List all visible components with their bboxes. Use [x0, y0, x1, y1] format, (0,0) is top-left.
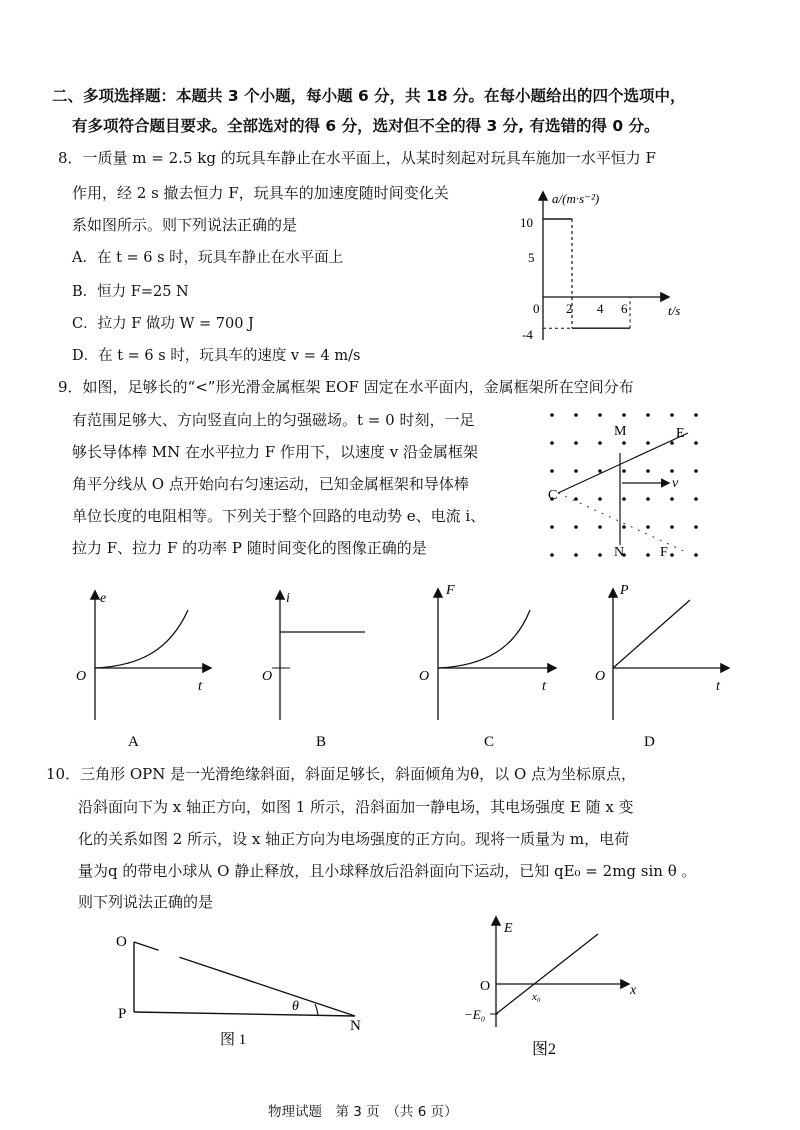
field-dot: [574, 469, 578, 473]
field-dot: [598, 469, 602, 473]
q8-option-b: B．恒力 F=25 N: [72, 284, 189, 300]
field-dot: [574, 497, 578, 501]
fig2-label-x0: x₀: [532, 991, 541, 1003]
field-dot: [694, 413, 698, 417]
y-tick-10: 10: [520, 215, 533, 230]
graph-c-origin: O: [419, 669, 430, 684]
fig1-label-o: O: [116, 934, 127, 950]
field-dot: [694, 497, 698, 501]
label-m: M: [614, 424, 627, 439]
field-dot: [670, 497, 674, 501]
label-e: E: [676, 426, 685, 441]
label-f: F: [660, 545, 668, 560]
y-tick-neg4: -4: [522, 327, 533, 342]
graph-c-option: C: [484, 734, 495, 750]
field-dot: [598, 525, 602, 529]
q8-stem-line2: 作用，经 2 s 撤去恒力 F，玩具车的加速度随时间变化关: [72, 184, 449, 202]
q9-option-graphs: [60, 580, 760, 760]
field-dot: [622, 497, 626, 501]
field-dot: [646, 525, 650, 529]
field-dot: [670, 441, 674, 445]
fig2-label-o: O: [480, 979, 491, 994]
graph-a-ylabel: e: [100, 591, 107, 606]
field-dot: [550, 553, 554, 557]
field-dot: [670, 553, 674, 557]
q8-option-c: C．拉力 F 做功 W = 700 J: [72, 316, 254, 332]
field-dot: [598, 497, 602, 501]
q10-stem-line5: 则下列说法正确的是: [78, 893, 214, 911]
label-c: C: [548, 488, 558, 503]
side-on: [134, 942, 355, 1016]
curve-c: [438, 610, 530, 668]
angle-arc: [315, 1004, 318, 1016]
q10-stem-line2: 沿斜面向下为 x 轴正方向，如图 1 所示，沿斜面加一静电场，其电场强度 E 随 x 变: [78, 798, 634, 816]
field-dot: [622, 413, 626, 417]
label-n: N: [614, 545, 625, 560]
field-dot: [574, 413, 578, 417]
q10-stem-line1: 10．三角形 OPN 是一光滑绝缘斜面，斜面足够长，斜面倾角为θ，以 O 点为坐标原点，: [46, 765, 637, 783]
graph-d-origin: O: [595, 669, 606, 684]
field-dot: [598, 441, 602, 445]
fig2-caption: 图2: [532, 1041, 557, 1058]
page-footer: 物理试题 第 3 页 （共 6 页）: [268, 1104, 458, 1120]
q10-stem-line4: 量为q 的带电小球从 O 静止释放，且小球释放后沿斜面向下运动，已知 qE₀ = 2mg sin θ 。: [78, 862, 697, 880]
fig2-label-e: E: [504, 921, 513, 936]
field-dot: [670, 525, 674, 529]
field-dot: [646, 497, 650, 501]
graph-a-origin: O: [76, 669, 87, 684]
field-dot: [622, 525, 626, 529]
q10-figure1-incline: [110, 920, 380, 1050]
q8-option-d: D．在 t = 6 s 时，玩具车的速度 v = 4 m/s: [72, 348, 361, 364]
graph-b-origin: O: [262, 669, 273, 684]
q8-stem-line3: 系如图所示。则下列说法正确的是: [72, 216, 298, 234]
x-tick-0: 0: [533, 301, 540, 316]
q10-stem-line3: 化的关系如图 2 所示，设 x 轴正方向为电场强度的正方向。现将一质量为 m，电荷: [78, 830, 630, 848]
field-dot: [646, 441, 650, 445]
field-dot: [574, 441, 578, 445]
label-v: v: [672, 476, 679, 491]
side-pn: [134, 1012, 355, 1016]
field-dot: [694, 441, 698, 445]
fig2-label-x: x: [630, 983, 637, 998]
fig1-label-theta: θ: [292, 999, 299, 1014]
q9-stem-line3: 够长导体棒 MN 在水平拉力 F 作用下，以速度 v 沿金属框架: [72, 443, 478, 461]
q8-option-a: A．在 t = 6 s 时，玩具车静止在水平面上: [72, 250, 344, 266]
field-dot: [550, 441, 554, 445]
q9-stem-line5: 单位长度的电阻相等。下列关于整个回路的电动势 e、电流 i、: [72, 507, 486, 525]
q9-stem-line6: 拉力 F、拉力 F 的功率 P 随时间变化的图像正确的是: [72, 539, 427, 557]
y-axis-label: a/(m·s⁻²): [552, 191, 600, 206]
graph-d: [595, 583, 728, 750]
field-dot: [622, 441, 626, 445]
fig1-label-p: P: [118, 1006, 127, 1022]
section-title-line2: 有多项符合题目要求。全部选对的得 6 分，选对但不全的得 3 分, 有选错的得 0 分。: [72, 117, 660, 135]
field-dot: [646, 469, 650, 473]
graph-d-option: D: [644, 734, 655, 750]
fig1-label-n: N: [350, 1018, 361, 1034]
field-dot: [694, 553, 698, 557]
graph-a-xlabel: t: [198, 679, 202, 694]
graph-a-option: A: [128, 734, 139, 750]
field-dot: [646, 413, 650, 417]
q9-stem-line4: 角平分线从 O 点开始向右匀速运动，已知金属框架和导体棒: [72, 475, 469, 493]
q8-acceleration-chart: [500, 185, 710, 355]
graph-a: [76, 591, 210, 750]
field-dot: [670, 469, 674, 473]
graph-b: [262, 591, 365, 750]
q8-stem-line1: 8．一质量 m = 2.5 kg 的玩具车静止在水平面上，从某时刻起对玩具车施加一水平恒力 F: [58, 149, 656, 167]
graph-d-xlabel: t: [716, 679, 720, 694]
e-line: [496, 934, 598, 1014]
graph-c-xlabel: t: [542, 679, 546, 694]
section-title-line1: 二、多项选择题：本题共 3 个小题，每小题 6 分，共 18 分。在每小题给出的四个选项中，: [52, 87, 686, 105]
field-dot: [598, 413, 602, 417]
frame-arm-of: [558, 493, 688, 553]
x-tick-2: 2: [566, 301, 573, 316]
q9-stem-line1: 9．如图，足够长的“<”形光滑金属框架 EOF 固定在水平面内，金属框架所在空间分布: [58, 378, 634, 396]
graph-b-option: B: [316, 734, 327, 750]
q9-field-diagram: [540, 405, 710, 565]
field-dot: [670, 413, 674, 417]
graph-b-ylabel: i: [286, 591, 290, 606]
fig2-label-neg-e0: −E₀: [464, 1007, 486, 1022]
line-d: [613, 600, 690, 668]
graph-c: [419, 583, 555, 750]
x-axis-label: t/s: [668, 303, 681, 318]
q9-stem-line2: 有范围足够大、方向竖直向上的匀强磁场。t = 0 时刻，一足: [72, 411, 475, 429]
y-tick-5: 5: [528, 250, 535, 265]
field-dot: [574, 525, 578, 529]
curve-a: [95, 610, 188, 668]
field-dot: [694, 525, 698, 529]
field-dot: [598, 553, 602, 557]
field-dot: [694, 469, 698, 473]
field-dot: [550, 469, 554, 473]
field-dot: [646, 553, 650, 557]
field-dot: [622, 469, 626, 473]
q10-figure2-e-x-graph: [448, 912, 648, 1062]
x-tick-6: 6: [621, 301, 628, 316]
graph-c-ylabel: F: [446, 583, 455, 598]
field-dot: [574, 553, 578, 557]
x-tick-4: 4: [597, 301, 604, 316]
graph-d-ylabel: P: [620, 583, 629, 598]
fig1-caption: 图 1: [220, 1032, 247, 1048]
field-dot: [550, 525, 554, 529]
field-dot: [550, 413, 554, 417]
